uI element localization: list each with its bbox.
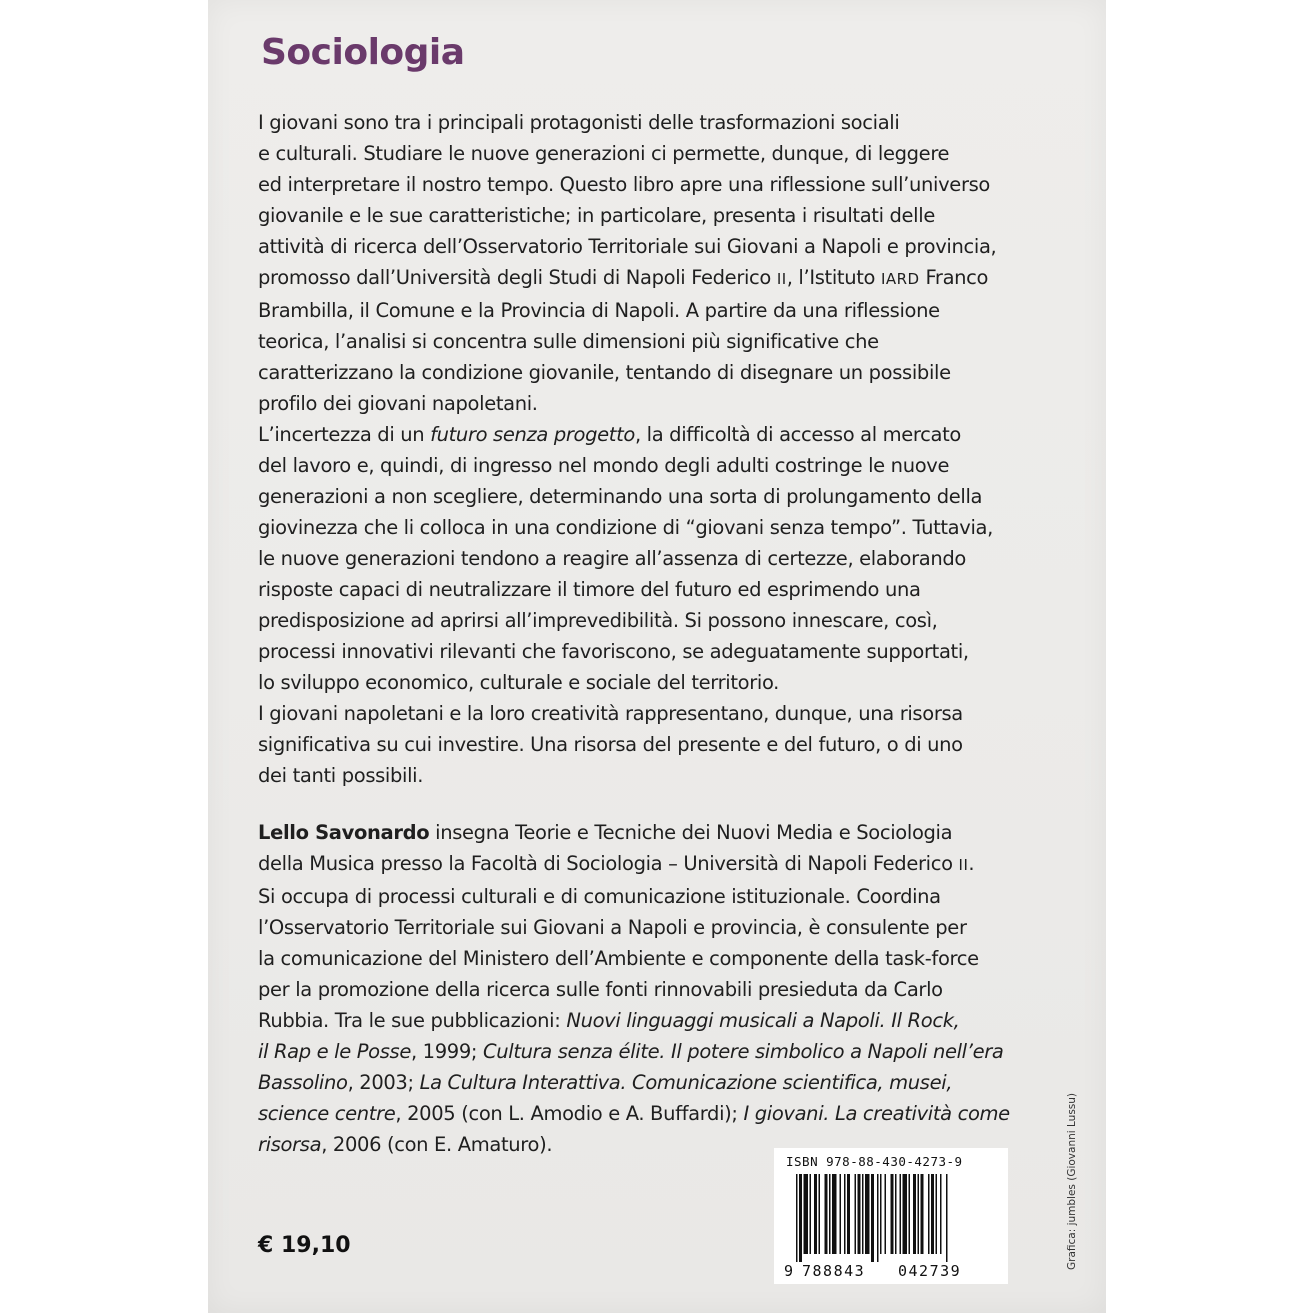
barcode-bar bbox=[891, 1174, 894, 1254]
description-line: predisposizione ad aprirsi all’imprevedibilità. Si possono innescare, così, bbox=[258, 609, 938, 632]
barcode-bar bbox=[918, 1174, 920, 1254]
description-line: giovanile e le sue caratteristiche; in particolare, presenta i risultati delle bbox=[258, 204, 935, 227]
italic-run: science centre bbox=[258, 1102, 396, 1125]
description-text bbox=[258, 107, 1028, 791]
description-line bbox=[258, 419, 1028, 450]
italic-run: I giovani. La creatività come bbox=[743, 1102, 1010, 1125]
description-line: I giovani napoletani e la loro creatività rappresentano, dunque, una risorsa bbox=[258, 702, 963, 725]
italic-run: Cultura senza élite. Il potere simbolico a Napoli nell’era bbox=[482, 1040, 1004, 1063]
barcode-bar bbox=[931, 1174, 934, 1254]
barcode-bar bbox=[946, 1174, 948, 1262]
barcode-bar bbox=[796, 1174, 798, 1262]
barcode-bar bbox=[909, 1174, 911, 1254]
description-line: lo sviluppo economico, culturale e sociale del territorio. bbox=[258, 671, 780, 694]
text-run: promosso dall’Università degli Studi di Napoli Federico bbox=[258, 266, 777, 289]
description-line: teorica, l’analisi si concentra sulle dimensioni più significative che bbox=[258, 330, 879, 353]
description-line: generazioni a non scegliere, determinando una sorta di prolungamento della bbox=[258, 485, 983, 508]
design-credit bbox=[1066, 1092, 1086, 1270]
text-run: , l’Istituto bbox=[786, 266, 881, 289]
small-caps-run: II bbox=[776, 270, 787, 288]
description-line: processi innovativi rilevanti che favoriscono, se adeguatamente supportati, bbox=[258, 640, 969, 663]
italic-run: Bassolino bbox=[258, 1071, 348, 1094]
description-line: risposte capaci di neutralizzare il timore del futuro ed esprimendo una bbox=[258, 578, 921, 601]
text-run: Franco bbox=[919, 266, 989, 289]
text-run: della Musica presso la Facoltà di Sociologia – Università di Napoli Federico bbox=[258, 852, 959, 875]
bio-line: l’Osservatorio Territoriale sui Giovani a Napoli e provincia, è consulente per bbox=[258, 916, 967, 939]
bio-line bbox=[258, 1036, 1048, 1067]
author-bio bbox=[258, 817, 1048, 1160]
barcode-bar bbox=[832, 1174, 837, 1254]
description-line: significativa su cui investire. Una risorsa del presente e del futuro, o di uno bbox=[258, 733, 963, 756]
book-back-cover bbox=[208, 0, 1106, 1313]
barcode-digits-left: 788843 bbox=[802, 1262, 866, 1280]
italic-run: risorsa bbox=[258, 1133, 322, 1156]
barcode-bar bbox=[877, 1174, 879, 1262]
barcode-bar bbox=[885, 1174, 887, 1254]
barcode-bar bbox=[814, 1174, 817, 1254]
barcode-bar bbox=[871, 1174, 874, 1262]
description-line: ed interpretare il nostro tempo. Questo libro apre una riflessione sull’universo bbox=[258, 173, 991, 196]
text-run: , 1999; bbox=[410, 1040, 483, 1063]
barcode-bar bbox=[844, 1174, 846, 1254]
description-line: Brambilla, il Comune e la Provincia di Napoli. A partire da una riflessione bbox=[258, 299, 940, 322]
barcode-bar bbox=[862, 1174, 864, 1254]
text-run: L’incertezza di un bbox=[258, 423, 431, 446]
barcode-bar bbox=[936, 1174, 938, 1254]
barcode-first-digit: 9 bbox=[784, 1262, 794, 1280]
description-line: dei tanti possibili. bbox=[258, 764, 424, 787]
barcode-bar bbox=[865, 1174, 870, 1254]
barcode-bar bbox=[928, 1174, 930, 1254]
barcode-icon bbox=[782, 1174, 1002, 1280]
description-line: attività di ricerca dell’Osservatorio Territoriale sui Giovani a Napoli e provincia, bbox=[258, 235, 997, 258]
bio-line: per la promozione della ricerca sulle fonti rinnovabili presieduta da Carlo bbox=[258, 978, 943, 1001]
italic-run: Nuovi linguaggi musicali a Napoli. Il Rock, bbox=[566, 1009, 960, 1032]
text-run: insegna Teorie e Tecniche dei Nuovi Media e Sociologia bbox=[429, 821, 953, 844]
barcode-digits-right: 042739 bbox=[898, 1262, 962, 1280]
barcode-bar bbox=[900, 1174, 902, 1254]
text-run: , la difficoltà di accesso al mercato bbox=[634, 423, 962, 446]
series-title: Sociologia bbox=[261, 32, 465, 73]
bio-line bbox=[258, 817, 1048, 848]
barcode-bar bbox=[940, 1174, 942, 1254]
bio-line: Si occupa di processi culturali e di comunicazione istituzionale. Coordina bbox=[258, 885, 941, 908]
barcode-bar bbox=[810, 1174, 812, 1254]
design-credit-text: Grafica: jumbles (Giovanni Lussu) bbox=[1066, 1092, 1078, 1270]
barcode-bar bbox=[840, 1174, 842, 1254]
small-caps-run: IARD bbox=[880, 270, 920, 288]
description-line: caratterizzano la condizione giovanile, tentando di disegnare un possibile bbox=[258, 361, 951, 384]
barcode-bar bbox=[825, 1174, 828, 1254]
barcode-bar bbox=[804, 1174, 809, 1254]
barcode-bar bbox=[921, 1174, 924, 1254]
description-line bbox=[258, 262, 1028, 295]
description-line: profilo dei giovani napoletani. bbox=[258, 392, 538, 415]
small-caps-run: II bbox=[958, 856, 969, 874]
description-line: I giovani sono tra i principali protagonisti delle trasformazioni sociali bbox=[258, 111, 900, 134]
price-label: € 19,10 bbox=[258, 1233, 351, 1258]
barcode-bar bbox=[895, 1174, 897, 1254]
bio-line bbox=[258, 1067, 1048, 1098]
barcode-bar bbox=[880, 1174, 882, 1254]
bio-line bbox=[258, 848, 1048, 881]
barcode-bar bbox=[858, 1174, 861, 1254]
isbn-barcode-box bbox=[774, 1148, 1008, 1284]
text-run: , 2006 (con E. Amaturo). bbox=[321, 1133, 553, 1156]
barcode-bar bbox=[829, 1174, 831, 1254]
bio-line bbox=[258, 1005, 1048, 1036]
barcode-bar bbox=[847, 1174, 850, 1254]
barcode-bar bbox=[855, 1174, 857, 1254]
text-run: , 2003; bbox=[347, 1071, 420, 1094]
barcode-bar bbox=[799, 1174, 802, 1262]
italic-run: futuro senza progetto bbox=[430, 423, 635, 446]
isbn-label: ISBN 978-88-430-4273-9 bbox=[786, 1154, 963, 1169]
bio-line bbox=[258, 1098, 1048, 1129]
text-run: , 2005 (con L. Amodio e A. Buffardi); bbox=[395, 1102, 744, 1125]
description-line: e culturali. Studiare le nuove generazioni ci permette, dunque, di leggere bbox=[258, 142, 950, 165]
italic-run: La Cultura Interattiva. Comunicazione scientifica, musei, bbox=[419, 1071, 953, 1094]
italic-run: il Rap e le Posse bbox=[258, 1040, 411, 1063]
barcode-bar bbox=[903, 1174, 908, 1254]
barcode-bar bbox=[913, 1174, 916, 1254]
text-run: . bbox=[968, 852, 975, 875]
description-line: giovinezza che li colloca in una condizione di “giovani senza tempo”. Tuttavia, bbox=[258, 516, 993, 539]
bio-line: la comunicazione del Ministero dell’Ambiente e componente della task-force bbox=[258, 947, 979, 970]
barcode-bar bbox=[819, 1174, 821, 1254]
description-line: del lavoro e, quindi, di ingresso nel mondo degli adulti costringe le nuove bbox=[258, 454, 950, 477]
author-name: Lello Savonardo bbox=[258, 821, 430, 844]
description-line: le nuove generazioni tendono a reagire all’assenza di certezze, elaborando bbox=[258, 547, 966, 570]
text-run: Rubbia. Tra le sue pubblicazioni: bbox=[258, 1009, 567, 1032]
